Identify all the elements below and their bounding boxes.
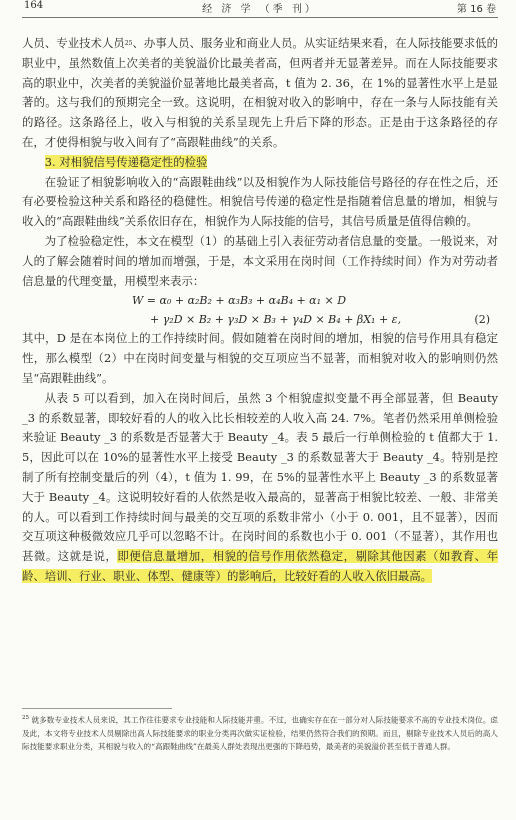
equation-line-1: W = α₀ + α₂B₂ + α₃B₃ + α₄B₄ + α₁ × D <box>132 294 347 308</box>
journal-title: 经 济 学 （季 刊） <box>202 4 318 15</box>
equation-number: (2) <box>474 313 490 327</box>
footnote-divider <box>22 708 172 709</box>
article-body <box>22 34 498 587</box>
footnote <box>22 712 498 753</box>
paragraph: 其中，D 是在本岗位上的工作持续时间。假如随着在岗时间的增加，相貌的信号作用具有稳定性，那么模型（2）中在岗时间变量与相貌的交互项应当不显著，而相貌对收入的影响则仍然呈“高跟鞋曲线”。 <box>22 331 498 385</box>
paragraph <box>22 389 498 587</box>
volume-label: 第 16 卷 <box>456 4 496 15</box>
page-header <box>22 0 498 18</box>
section-heading <box>22 153 498 173</box>
footnote-text: 就多数专业技术人员来说，其工作往往要求专业技能和人际技能并重。不过，也确实存在在一部分对人际技能要求不高的专业技术岗位。虑及此，本文将专业技术人员剔除出高人际技能要求的职业分类再次做实证检验，结果仍然符合我们的预期。而且，剔除专业技术人员后的高人际技能要求职业分类，其相貌与收入的“高跟鞋曲线”在最美人群处表现出更强的下降趋势，最美者的美貌溢价甚至低于普通人群。 <box>22 715 498 751</box>
paragraph-text: 从表 5 可以看到，加入在岗时间后，虽然 3 个相貌虚拟变量不再全部显著，但 Beauty _3 的系数显著，即较好看的人的收入比长相较差的人收入高 24. 7%。笔者仍然采用单侧检验来验证 Beauty _3 的系数是否显著大于 Beauty _4。表 5 最后一行单侧检验的 t 值都大于 1. 5，因此可以在 10%的显著性水平上接受 Beauty _3 的系数显著大于 Beauty _4。特别是控制了所有控制变量后的列（4），t 值为 1. 99，在 5%的显著性水平上 Beauty _3 的系数显著大于 Beauty _4。这说明较好看的人依然是收入最高的，显著高于相貌比较差、一般、非常美的人。可以看到工作持续时间与最美的交互项的系数非常小（小于 0. 001，且不显著），因而交互项这种极微效应几乎可以忽略不计。在岗时间的系数也小于 0. 001（不显著），其作用也甚微。这就是说， <box>22 390 498 564</box>
highlighted-text: 即便信息量增加，相貌的信号作用依然稳定，剔除其他因素（如教育、年龄、培训、行业、职业、体型、健康等）的影响后，比较好看的人收入依旧最高。 <box>22 549 498 583</box>
paragraph <box>22 34 498 153</box>
highlighted-heading: 3. 对相貌信号传递稳定性的检验 <box>44 154 208 169</box>
paragraph-text: 、办事人员、服务业和商业人员。从实证结果来看，在人际技能要求低的职业中，虽然数值上次美者的美貌溢价比最美者高，但两者并无显著差异。而在人际技能要求高的职业中，次美者的美貌溢价显著地比最美者高，t 值为 2. 36，在 1%的显著性水平上是显著的。这与我们的预期完全一致。这说明，在相貌对收入的影响中，存在一条与人际技能有关的路径。这条路径上，收入与相貌的关系呈现先上升后下降的形态。正是由于这条路径的存在，才使得相貌与收入间有了“高跟鞋曲线”的关系。 <box>22 36 498 149</box>
paragraph-text: 人员、专业技术人员 <box>22 36 125 50</box>
footnote-marker: 25 <box>22 715 29 721</box>
equation <box>22 291 498 329</box>
page-number: 164 <box>24 0 44 11</box>
paragraph: 为了检验稳定性，本文在模型（1）的基础上引入表征劳动者信息量的变量。一般说来，对人的了解会随着时间的增加而增强，于是，本文采用在岗时间（工作持续时间）作为对劳动者信息量的代理变量，用模型来表示： <box>22 233 498 288</box>
footnote-ref[interactable]: 25 <box>124 40 133 47</box>
equation-line-2: + γ₂D × B₂ + γ₃D × B₃ + γ₄D × B₄ + βX₁ + ε, <box>150 313 402 327</box>
paragraph: 在验证了相貌影响收入的“高跟鞋曲线”以及相貌作为人际技能信号路径的存在性之后，还有必要检验这种关系和路径的稳健性。相貌信号传递的稳定性是指随着信息量的增加，相貌与收入的“高跟鞋曲线”关系依旧存在，相貌作为人际技能的信号，其信号质量是值得信赖的。 <box>22 174 498 229</box>
